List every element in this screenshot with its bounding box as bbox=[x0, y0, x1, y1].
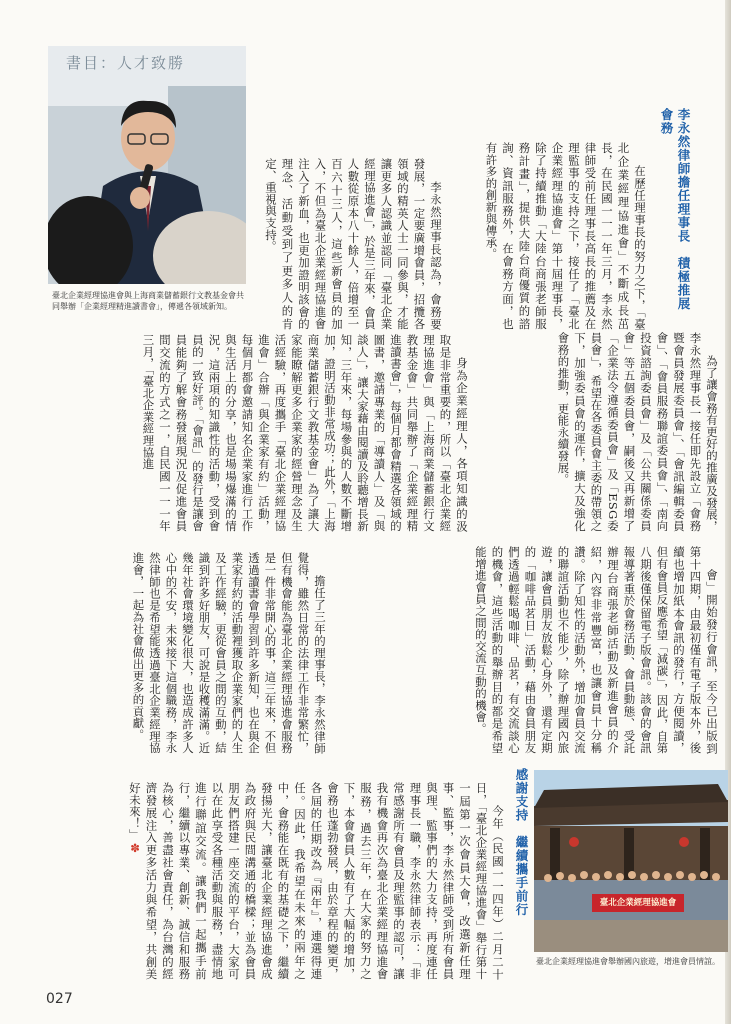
paragraph-history: 在歷任理事長的努力之下，「臺北企業經理協進會」不斷成長茁長，在民國一一一年三月，李永然律師受前任理事長高長的推薦及在理監事的支持之下，接任了「臺北企業經理協進會」第十屆理事長，除了持續推動「大陸台商張老師服務計畫」，提供大陸台商優質的諮詢、資訊服務外，在會務方面，也有許多的創新與傳承。 bbox=[484, 142, 647, 330]
speaker-photo bbox=[48, 46, 246, 284]
body-column-4 bbox=[46, 334, 470, 532]
body-column-3 bbox=[472, 332, 720, 532]
paragraph-committees: 為了讓會務有更好的推廣及發展，李永然理事長一接任即先設立「會務暨會員發展委員會」、「會訊編輯委員會」、「會員服務聯誼委員會」、「南向投資諮詢委員會」及「公共關係委員會」等五個委員會，嗣後又再新增了「企業法令遵循委員會」及「ESG委員會」，希望在各委員會主委的帶領之下，加強委員會的運作，擴大及強化會務的推動，更能永續發展。 bbox=[556, 332, 719, 532]
speaker-photo-backdrop-text: 書目：人才致勝 bbox=[66, 54, 186, 72]
body-column-5 bbox=[330, 546, 720, 754]
end-mark-icon: ✽ bbox=[128, 841, 142, 856]
paragraph-reelection bbox=[127, 782, 507, 980]
paragraph-reflection: 擔任了三年的理事長，李永然律師覺得，雖然日常的法律工作非常繁忙，但有機會能為臺北企業經理協進會服務是一件非常開心的事，這三年來，不但透過讀書會學習到許多新知，也在與企業家有約的活動裡獲取企業家們的人生及工作經驗，更從會員之間的互動，結識到許多好朋友，可說是收穫滿滿。近幾年社會環境變化很大，也造成許多人心中的不安，未來接下這個職務，李永然律師也是希望能透過臺北企業經理協進會，一起為社會做出更多的貢獻。 bbox=[131, 552, 327, 754]
group-trip-caption: 臺北企業經理協進會舉辦國內旅遊，增進會員情誼。 bbox=[536, 957, 720, 966]
group-trip-photo bbox=[534, 770, 728, 952]
speaker-photo-art bbox=[48, 46, 246, 284]
paragraph-reading-club: 身為企業經理人，各項知識的汲取是非常重要的，所以「臺北企業經理協進會」與「上海商業儲蓄銀行文教基金會」共同舉辦了「企業經理精進讀書會」，每個月都會精選各領域的圖書，邀請專業的「導讀人」及「與談人」，讓大家藉由閱讀及聆聽增長新知，三年來，每場參與的人數不斷增加，證明活動非常成功；此外，「上海商業儲蓄銀行文教基金會」為了讓大家能瞭解更多企業家的經營理念及生活經驗，再度攜手「臺北企業經理協進會」合辦「與企業家有約」活動，每個月都會邀請知名企業家進行工作與生活上的分享，也是場場爆滿的情況，這兩項的知識性的活動，受到會員的一致好評。「會訊」的發行是讓會員能夠了解會務發展現況及促進會員間交流的方式之一，自民國一一一年三月，「臺北企業經理協進 bbox=[141, 334, 469, 532]
body-column-2 bbox=[252, 158, 444, 330]
speaker-photo-caption: 臺北企業經理協進會與上海商業儲蓄銀行文教基金會共同舉辦「企業經理精進讀書會」，傳遞各領域新知。 bbox=[52, 291, 244, 311]
body-column-6 bbox=[46, 552, 328, 754]
reelection-text: 今年（民國一一四年）二月二十日，「臺北企業經理協進會」舉行第十一屆第一次會員大會，改選新任理事、監事，李永然律師受到所有會員與理、監事們的大力支持，再度連任理事長一職，李永然律師表示：「非常感謝所有會員及理監事的認可，讓我有機會再次為臺北企業經理協進會服務，過去三年，在大家的努力之下，本會會員人數有了大幅的增加，會務也蓬勃發展，由於章程的變更，各屆的任期改為『兩年』，連選得連任。因此，我希望在未來的兩年之中，會務能在既有的基礎之下，繼續發揚光大，讓臺北企業經理協進會成為政府與民間溝通的橋樑；並為會員朋友們搭建一座交流的平台，大家可以在此享受各種活動與服務，盡情地進行聯誼交流。讓我們一起攜手前行，繼續以專業、創新、誠信和服務為核心，善盡社會責任，為台灣的經濟發展注入更多活力與希望，共創美好未來！」 bbox=[128, 782, 505, 980]
group-banner-text: 臺北企業經理協進會 bbox=[599, 898, 677, 908]
page-number: 027 bbox=[46, 991, 73, 1007]
paragraph-newsletter: 會」開始發行會訊，至今已出版到第十四期，由最初僅有電子版本外，後續也增加紙本會訊的發行，方便閱讀，但有會員反應希望「減碳」，因此，自第八期後僅保留電子版會訊。該會的會訊報導著重於會務活動、會員動態、受託辦理台商張老師活動及新進會員的介紹，內容非常豐富，也讓會員十分稱讚。除了知性的活動外，增加會員交流的聯誼活動也不能少，除了辦理國內旅遊，讓會員朋友放鬆心身外，還有定期的「咖啡品茗日」活動，藉由會員朋友們透過輕鬆喝咖啡、品茗，有交流談心的機會，這些活動的舉辦目的都是希望能增進會員之間的交流互動的機會。 bbox=[474, 546, 719, 754]
section-heading-leadership: 李永然律師擔任理事長 積極推展會務 bbox=[659, 108, 691, 311]
paragraph-membership: 李永然理事長認為，會務要發展，一定要廣增會員，招攬各領域的精英人士一同參與，才能讓更多人認識並認同「臺北企業經理協進會」，於是三年來，會員人數從原本八十餘人，倍增至一百六十三人，這些新會員的加入，不但為臺北企業經理協進會注入了新血，也更加證明該會的理念、活動受到了更多人的肯定、重視與支持。 bbox=[264, 158, 443, 330]
group-trip-photo-art bbox=[534, 770, 728, 952]
body-column-1 bbox=[448, 142, 648, 330]
section-heading-thanks: 感謝支持 繼續攜手前行 bbox=[514, 768, 529, 917]
body-column-7 bbox=[46, 782, 506, 980]
